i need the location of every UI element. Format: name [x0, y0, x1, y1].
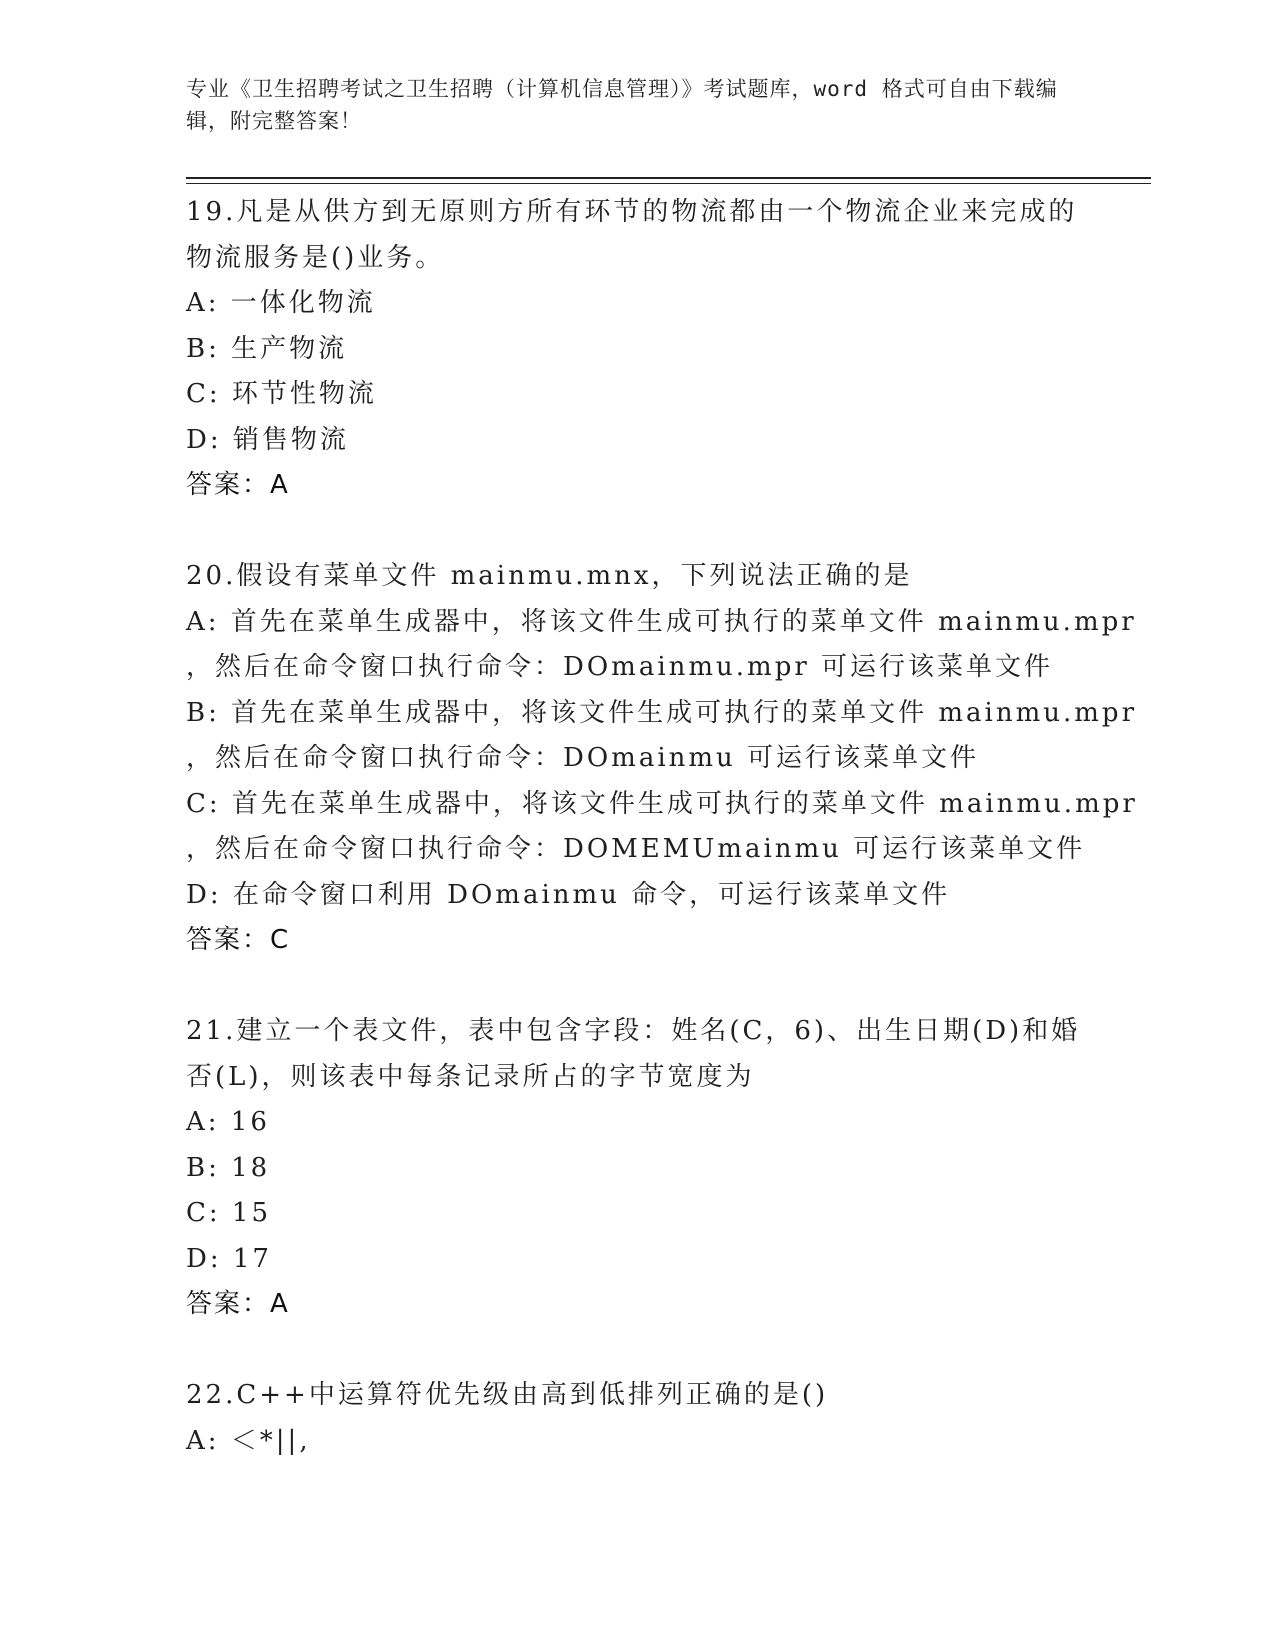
- answer: 答案：A: [186, 470, 290, 500]
- option-b: B: 首先在菜单生成器中，将该文件生成可执行的菜单文件 mainmu.mpr: [186, 697, 1138, 728]
- option-b: B: 18: [186, 1152, 271, 1183]
- option-a: A: 16: [186, 1107, 270, 1137]
- question-list: [186, 190, 1138, 1464]
- option-d: D: 销售物流: [186, 424, 349, 455]
- document-header: 专业《卫生招聘考试之卫生招聘（计算机信息管理）》考试题库，word 格式可自由下载编辑，附完整答案！: [186, 77, 1058, 133]
- option-d: D: 在命令窗口利用 DOmainmu 命令，可运行该菜单文件: [186, 879, 951, 910]
- question-22: [186, 1373, 1106, 1464]
- spacer: [186, 509, 1106, 555]
- option-b-continued: ，然后在命令窗口执行命令：DOmainmu 可运行该菜单文件: [186, 743, 980, 773]
- question-title: 20.假设有菜单文件 mainmu.mnx，下列说法正确的是: [186, 561, 913, 591]
- question-20: [186, 554, 1138, 964]
- question-title: 19.凡是从供方到无原则方所有环节的物流都由一个物流企业来完成的物流服务是()业务。: [186, 197, 1078, 273]
- option-c: C: 环节性物流: [186, 379, 377, 409]
- question-title: 22.C++中运算符优先级由高到低排列正确的是(): [186, 1380, 829, 1410]
- option-b: B: 生产物流: [186, 333, 348, 364]
- question-title: 21.建立一个表文件，表中包含字段：姓名(C，6)、出生日期(D)和婚否(L)，则该表中每条记录所占的字节宽度为: [186, 1016, 1081, 1092]
- option-a: A: ＜*||,: [186, 1425, 311, 1456]
- question-21: [186, 1009, 1106, 1328]
- option-c-continued: ，然后在命令窗口执行命令：DOMEMUmainmu 可运行该菜单文件: [186, 834, 1086, 864]
- answer: 答案：A: [186, 1289, 290, 1319]
- answer: 答案：C: [186, 925, 291, 955]
- question-19: [186, 190, 1106, 509]
- option-a-continued: ，然后在命令窗口执行命令：DOmainmu.mpr 可运行该菜单文件: [186, 652, 1054, 682]
- option-a: A: 一体化物流: [186, 288, 376, 318]
- header-rule-thin: [186, 183, 1151, 184]
- header-rule-thick: [186, 177, 1151, 179]
- option-d: D: 17: [186, 1243, 272, 1274]
- spacer: [186, 964, 1106, 1010]
- spacer: [186, 1328, 1106, 1374]
- option-c: C: 首先在菜单生成器中，将该文件生成可执行的菜单文件 mainmu.mpr: [186, 788, 1138, 819]
- option-a: A: 首先在菜单生成器中，将该文件生成可执行的菜单文件 mainmu.mpr: [186, 606, 1137, 637]
- option-c: C: 15: [186, 1198, 272, 1228]
